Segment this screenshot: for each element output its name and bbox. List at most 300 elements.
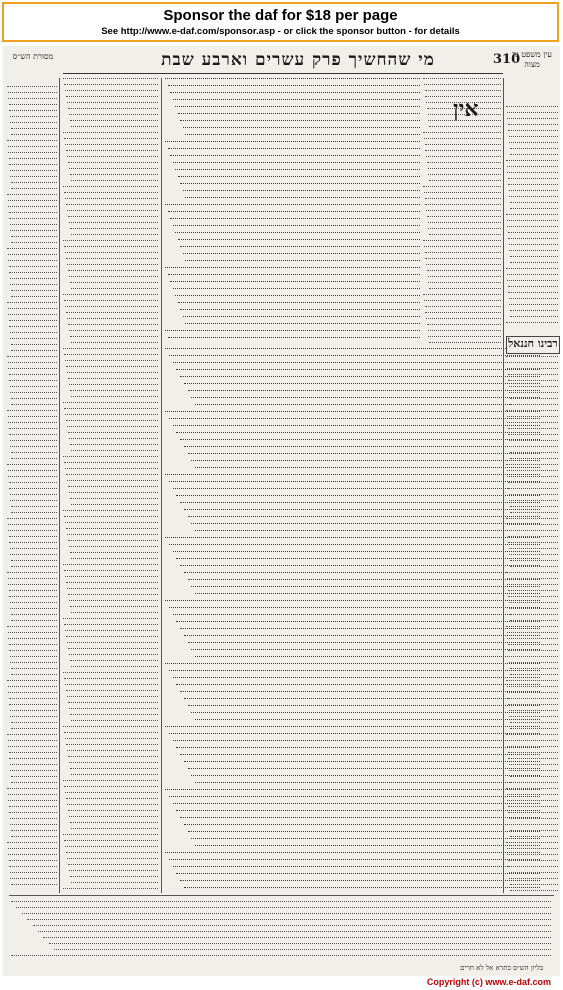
text-line — [426, 210, 501, 212]
text-line — [510, 452, 558, 454]
text-line — [64, 84, 158, 86]
text-line — [184, 635, 540, 637]
text-line — [510, 148, 558, 150]
text-line — [65, 684, 158, 686]
divider — [59, 78, 60, 893]
footer-line: בליון הש״ס בתרא אל לא חרים — [460, 964, 543, 972]
text-line — [7, 410, 57, 412]
text-line — [509, 440, 558, 442]
text-line — [8, 362, 58, 364]
text-line — [68, 486, 158, 488]
text-line — [424, 84, 501, 86]
text-line — [427, 270, 501, 272]
text-line — [168, 274, 420, 276]
text-line — [64, 786, 158, 788]
text-line — [69, 384, 158, 386]
text-line — [509, 196, 558, 198]
text-line — [510, 506, 558, 508]
text-line — [188, 390, 541, 392]
text-line — [10, 284, 57, 286]
text-line — [67, 480, 158, 482]
text-line — [188, 705, 541, 707]
text-line — [169, 859, 540, 861]
text-line — [165, 267, 420, 269]
sponsor-subtitle[interactable]: See http://www.e-daf.com/sponsor.asp - or click the sponsor button - for details — [101, 26, 460, 37]
text-line — [70, 498, 158, 500]
text-line — [173, 740, 541, 742]
text-line — [509, 602, 558, 604]
text-line — [67, 750, 158, 752]
text-line — [169, 670, 540, 672]
text-line — [423, 78, 501, 80]
text-line — [65, 144, 158, 146]
text-line — [68, 864, 158, 866]
footer-rule — [9, 895, 554, 896]
text-line — [169, 607, 540, 609]
text-line — [10, 116, 58, 118]
text-line — [165, 726, 540, 728]
text-line — [180, 754, 540, 756]
text-line — [509, 190, 558, 192]
text-line — [69, 546, 158, 548]
text-line — [507, 854, 558, 856]
text-line — [10, 716, 57, 718]
text-line — [165, 141, 420, 143]
text-line — [507, 172, 558, 174]
text-line — [64, 246, 158, 248]
text-line — [9, 380, 57, 382]
text-line — [427, 216, 501, 218]
footer-commentary — [11, 901, 551, 961]
tosafot-column — [63, 78, 158, 893]
text-line — [184, 824, 540, 826]
text-line — [178, 302, 420, 304]
text-line — [10, 446, 57, 448]
text-line — [71, 180, 158, 182]
text-line — [507, 530, 558, 532]
text-line — [63, 780, 158, 782]
text-line — [509, 244, 558, 246]
text-line — [65, 576, 158, 578]
text-line — [69, 654, 158, 656]
text-line — [63, 132, 158, 134]
text-line — [10, 818, 58, 820]
header-rule — [63, 73, 503, 74]
talmud-page — [3, 46, 560, 976]
text-line — [7, 194, 57, 196]
sponsor-banner[interactable] — [2, 2, 559, 42]
text-line — [428, 276, 501, 278]
text-line — [7, 842, 57, 844]
text-line — [69, 762, 158, 764]
text-line — [427, 324, 501, 326]
text-line — [165, 330, 420, 332]
text-line — [176, 432, 540, 434]
text-line — [180, 565, 540, 567]
text-line — [509, 872, 558, 874]
text-line — [188, 516, 541, 518]
text-line — [9, 104, 58, 106]
text-line — [510, 154, 558, 156]
text-line — [10, 554, 57, 556]
text-line — [506, 410, 558, 412]
text-line — [426, 156, 501, 158]
text-line — [8, 152, 57, 154]
text-line — [64, 354, 158, 356]
text-line — [169, 733, 540, 735]
text-line — [66, 690, 158, 692]
text-line — [510, 728, 558, 730]
text-line — [68, 324, 158, 326]
text-line — [507, 686, 558, 688]
text-line — [8, 146, 58, 148]
text-line — [10, 494, 58, 496]
text-line — [169, 544, 540, 546]
text-line — [70, 174, 158, 176]
opening-word: אין — [453, 96, 479, 122]
text-line — [11, 128, 58, 130]
text-line — [185, 323, 420, 325]
text-line — [508, 232, 558, 234]
text-line — [507, 632, 558, 634]
text-line — [66, 366, 158, 368]
text-line — [11, 901, 551, 903]
text-line — [173, 614, 541, 616]
text-line — [183, 316, 420, 318]
text-line — [509, 770, 558, 772]
text-line — [191, 775, 540, 777]
text-line — [8, 422, 57, 424]
text-line — [22, 913, 551, 915]
text-line — [9, 758, 57, 760]
text-line — [66, 636, 158, 638]
text-line — [507, 220, 558, 222]
text-line — [509, 554, 558, 556]
text-line — [508, 374, 558, 376]
text-line — [70, 876, 158, 878]
text-line — [507, 368, 558, 370]
text-line — [11, 614, 58, 616]
text-line — [69, 816, 158, 818]
text-line — [71, 774, 158, 776]
text-line — [425, 90, 501, 92]
text-line — [506, 160, 558, 162]
text-line — [9, 266, 58, 268]
text-line — [9, 212, 58, 214]
text-line — [191, 838, 540, 840]
text-line — [65, 306, 158, 308]
text-line — [10, 440, 58, 442]
text-line — [9, 596, 57, 598]
text-line — [7, 788, 57, 790]
text-line — [173, 425, 541, 427]
text-line — [509, 250, 558, 252]
text-line — [507, 118, 558, 120]
text-line — [165, 537, 540, 539]
text-line — [8, 794, 58, 796]
text-line — [64, 732, 158, 734]
text-line — [66, 312, 158, 314]
text-line — [65, 792, 158, 794]
text-line — [11, 344, 58, 346]
text-line — [66, 150, 158, 152]
text-line — [63, 888, 158, 890]
text-line — [195, 656, 540, 658]
text-line — [191, 649, 540, 651]
text-line — [69, 708, 158, 710]
text-line — [69, 870, 158, 872]
text-line — [10, 392, 57, 394]
text-line — [510, 560, 558, 562]
text-line — [11, 182, 58, 184]
text-line — [8, 530, 57, 532]
text-line — [426, 264, 501, 266]
text-line — [170, 281, 420, 283]
text-line — [508, 286, 558, 288]
text-line — [191, 586, 540, 588]
rabbenu-chananel-column — [506, 356, 558, 893]
text-line — [8, 314, 57, 316]
text-line — [510, 674, 558, 676]
text-line — [424, 246, 501, 248]
text-line — [180, 880, 540, 882]
text-line — [8, 416, 58, 418]
text-line — [11, 668, 58, 670]
text-line — [195, 404, 540, 406]
text-line — [8, 578, 58, 580]
text-line — [9, 752, 58, 754]
text-line — [509, 500, 558, 502]
text-line — [506, 734, 558, 736]
text-line — [65, 414, 158, 416]
text-line — [10, 608, 57, 610]
text-line — [173, 803, 541, 805]
text-line — [10, 710, 58, 712]
text-line — [508, 542, 558, 544]
text-line — [11, 242, 57, 244]
text-line — [67, 102, 158, 104]
copyright-notice[interactable]: Copyright (c) www.e-daf.com — [426, 977, 551, 987]
text-line — [506, 680, 558, 682]
text-line — [11, 296, 57, 298]
text-line — [508, 292, 558, 294]
text-line — [508, 482, 558, 484]
text-line — [66, 528, 158, 530]
text-line — [510, 310, 558, 312]
text-line — [10, 386, 58, 388]
text-line — [70, 606, 158, 608]
text-line — [510, 884, 558, 886]
text-line — [71, 450, 158, 452]
text-line — [510, 512, 558, 514]
text-line — [165, 78, 420, 80]
text-line — [8, 200, 58, 202]
text-line — [10, 764, 58, 766]
text-line — [11, 955, 551, 957]
text-line — [64, 300, 158, 302]
text-line — [165, 411, 540, 413]
text-line — [9, 428, 58, 430]
text-line — [8, 848, 58, 850]
sponsor-title[interactable]: Sponsor the daf for $18 per page — [163, 7, 398, 24]
text-line — [184, 446, 540, 448]
text-line — [70, 822, 158, 824]
text-line — [510, 316, 558, 318]
text-line — [10, 224, 58, 226]
text-line — [180, 246, 420, 248]
text-line — [10, 770, 57, 772]
text-line — [508, 596, 558, 598]
text-line — [507, 416, 558, 418]
text-line — [507, 274, 558, 276]
text-line — [38, 931, 551, 933]
text-line — [69, 492, 158, 494]
text-line — [424, 138, 501, 140]
text-line — [9, 158, 58, 160]
text-line — [67, 534, 158, 536]
text-line — [8, 308, 58, 310]
text-line — [8, 800, 57, 802]
text-line — [66, 258, 158, 260]
text-line — [71, 342, 158, 344]
text-line — [66, 420, 158, 422]
text-line — [509, 824, 558, 826]
text-line — [66, 798, 158, 800]
text-line — [180, 120, 420, 122]
text-line — [68, 702, 158, 704]
text-line — [425, 312, 501, 314]
text-line — [510, 208, 558, 210]
text-line — [69, 276, 158, 278]
text-line — [173, 225, 420, 227]
text-line — [429, 126, 501, 128]
text-line — [70, 336, 158, 338]
text-line — [508, 752, 558, 754]
text-line — [70, 390, 158, 392]
text-line — [188, 579, 541, 581]
text-line — [509, 386, 558, 388]
text-line — [49, 943, 551, 945]
text-line — [8, 98, 57, 100]
text-line — [64, 840, 158, 842]
text-line — [509, 710, 558, 712]
text-line — [10, 878, 57, 880]
text-line — [7, 302, 57, 304]
text-line — [67, 372, 158, 374]
text-line — [69, 600, 158, 602]
text-line — [180, 439, 540, 441]
text-line — [8, 524, 58, 526]
chapter-title: מי שהחשיך פרק עשרים וארבע שבת — [161, 50, 435, 70]
text-line — [184, 887, 540, 889]
text-line — [507, 362, 558, 364]
text-line — [11, 458, 57, 460]
text-line — [176, 369, 540, 371]
text-line — [195, 845, 540, 847]
divider — [503, 78, 504, 893]
text-line — [68, 378, 158, 380]
text-line — [7, 680, 57, 682]
text-line — [180, 183, 420, 185]
text-line — [10, 662, 57, 664]
text-line — [507, 280, 558, 282]
text-line — [191, 397, 540, 399]
text-line — [429, 180, 501, 182]
text-line — [173, 866, 541, 868]
text-line — [70, 120, 158, 122]
text-line — [11, 404, 57, 406]
text-line — [63, 834, 158, 836]
text-line — [63, 294, 158, 296]
text-line — [169, 355, 540, 357]
text-line — [506, 518, 558, 520]
text-line — [8, 638, 57, 640]
text-line — [71, 396, 158, 398]
text-line — [507, 692, 558, 694]
text-line — [9, 320, 58, 322]
text-line — [63, 402, 158, 404]
text-line — [195, 593, 540, 595]
text-line — [175, 295, 420, 297]
text-line — [510, 202, 558, 204]
text-line — [70, 552, 158, 554]
text-line — [427, 162, 501, 164]
text-line — [423, 294, 501, 296]
text-line — [509, 716, 558, 718]
text-line — [510, 404, 558, 406]
text-line — [11, 512, 57, 514]
text-line — [68, 810, 158, 812]
text-line — [71, 504, 158, 506]
text-line — [27, 919, 551, 921]
text-line — [11, 398, 58, 400]
text-line — [66, 744, 158, 746]
text-line — [11, 776, 58, 778]
text-line — [173, 551, 541, 553]
text-line — [69, 168, 158, 170]
text-line — [183, 127, 420, 129]
text-line — [506, 322, 558, 324]
text-line — [64, 138, 158, 140]
text-line — [10, 548, 58, 550]
text-line — [68, 594, 158, 596]
text-line — [510, 614, 558, 616]
text-line — [507, 638, 558, 640]
gemara-text-main — [165, 348, 540, 893]
text-line — [176, 495, 540, 497]
text-line — [68, 162, 158, 164]
text-line — [506, 626, 558, 628]
text-line — [510, 830, 558, 832]
page-number: 310 — [493, 52, 521, 67]
text-line — [423, 186, 501, 188]
text-line — [63, 618, 158, 620]
text-line — [425, 204, 501, 206]
text-line — [509, 142, 558, 144]
text-line — [70, 660, 158, 662]
text-line — [71, 666, 158, 668]
text-line — [67, 156, 158, 158]
text-line — [509, 548, 558, 550]
text-line — [69, 438, 158, 440]
text-line — [185, 197, 420, 199]
text-line — [509, 136, 558, 138]
text-line — [11, 188, 57, 190]
text-line — [165, 789, 540, 791]
text-line — [428, 222, 501, 224]
text-line — [9, 536, 58, 538]
text-line — [67, 426, 158, 428]
